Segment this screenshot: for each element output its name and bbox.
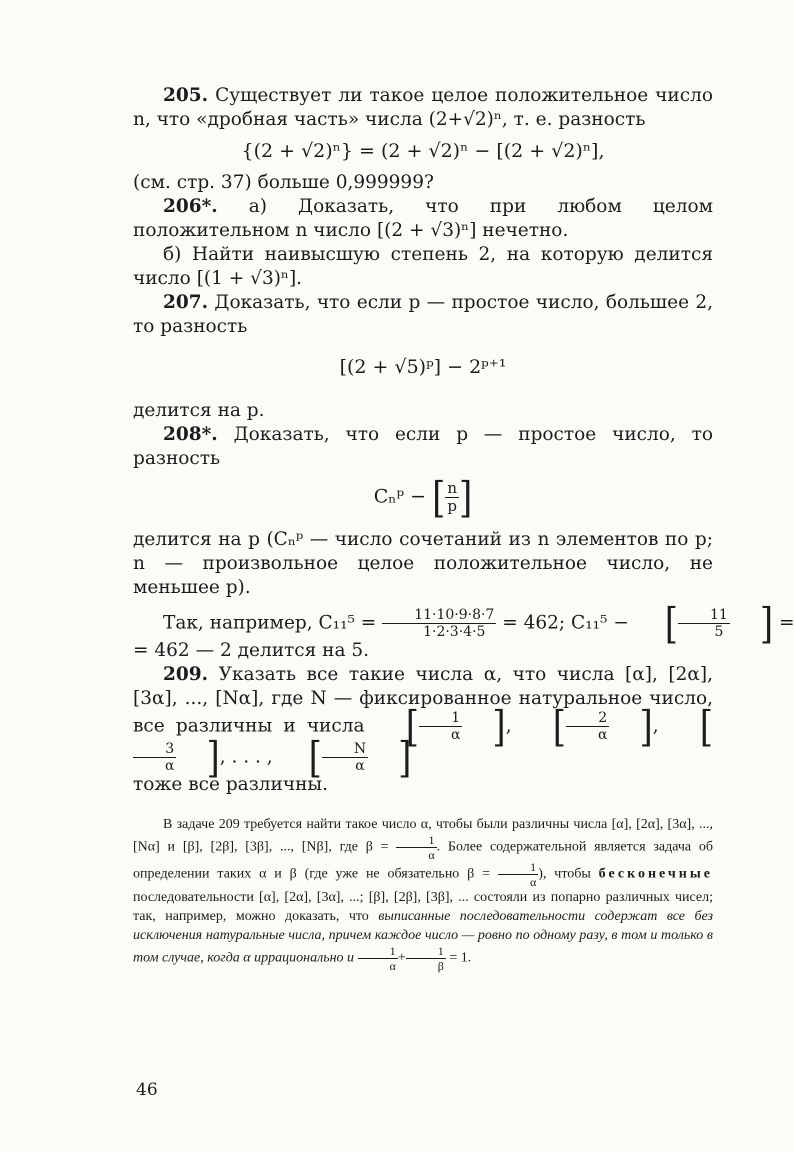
beta-fraction-2: [498, 861, 538, 888]
left-bracket: [: [664, 598, 678, 649]
final-numerator-2: 1: [406, 945, 446, 959]
n-over-alpha: [322, 742, 368, 773]
left-bracket: [: [699, 701, 714, 752]
problem-209: 209. Указать все такие числа α, что числа [α], [2α], [3α], ..., [Nα], где N — фиксированное натуральное число, все различны и числа [ $\frac{1}{\alpha}$ ], [ $\frac{2}{\alpha}$ ], [ $\frac{3}{\alpha}$ ], . . . , [ $\frac{N}{\alpha}$ ]: [133, 664, 714, 783]
problem-206: [133, 195, 713, 243]
problem-207: [133, 291, 713, 339]
beta-fraction: [396, 834, 436, 861]
numerator-2: 2: [566, 711, 609, 727]
left-bracket: [: [405, 701, 419, 752]
problem-208-example: [133, 598, 794, 649]
note-text-4: последовательности [α], [2α], [3α], ...; [β], [2β], [3β], ... состояли из попарно различных чисел; так, например, можно доказать, что: [133, 890, 713, 924]
example-mid: = 462; C₁₁⁵ −: [502, 612, 629, 634]
final-fraction-alpha: [358, 945, 398, 972]
example-start: Так, например, C₁₁⁵ =: [163, 612, 377, 634]
note-text-1: В задаче 209 требуется найти такое число α, чтобы были различны числа [α], [2α], [3α], ..., [Nα] и [β], [2β], [3β], ..., [Nβ], где β =: [133, 817, 713, 855]
beta-numerator: 1: [396, 834, 436, 848]
numerator-1: 1: [419, 711, 462, 727]
right-bracket: ]: [639, 701, 653, 752]
problem-207-text: Доказать, что если p — простое число, большее 2, то разность: [133, 292, 713, 337]
problem-205: [133, 84, 713, 132]
note-text-2: . Более содержательной является задача об определении таких α и β (где уже не обязательно β =: [133, 839, 713, 882]
denominator-alpha: α: [355, 758, 365, 774]
problem-207-number: 207.: [163, 292, 209, 313]
note-emphasis: бесконечные: [598, 866, 714, 882]
problem-206-part-a: а) Доказать, что при любом целом положительном n число [(2 + √3)ⁿ] нечетно.: [133, 196, 713, 241]
note-italic-statement: выписанные последовательности содержат все без исключения натуральные числа, причем каждое число — ровно по одному разу, в том и только в том случае, когда α иррационально и: [133, 909, 713, 966]
problem-208-formula-left: Cₙᵖ −: [373, 485, 427, 508]
beta-denominator: α: [428, 848, 435, 862]
three-over-alpha: [133, 742, 176, 773]
right-bracket: ]: [759, 598, 774, 649]
problem-208: [133, 423, 713, 471]
fraction-numerator: n: [447, 479, 458, 497]
problem-205-formula: {(2 + √2)ⁿ} = (2 + √2)ⁿ − [(2 + √2)ⁿ],: [241, 140, 605, 162]
left-bracket: [: [308, 732, 322, 783]
denominator-alpha: α: [165, 758, 175, 774]
problem-209-text: Указать все такие числа α, что числа [α], [2α], [3α], ..., [Nα], где N — фиксированное натуральное число, все различны и числа: [133, 664, 713, 737]
page-number: 46: [136, 1080, 158, 1100]
one-over-alpha: [419, 711, 462, 742]
problem-206-part-b: б) Найти наивысшую степень 2, на которую делится число [(1 + √3)ⁿ].: [133, 244, 713, 289]
denominator-alpha: α: [450, 727, 461, 743]
note-text-3: ), чтобы: [538, 866, 591, 882]
problem-207-after: делится на p.: [133, 400, 265, 421]
problem-205-text: Существует ли такое целое положительное число n, что «дробная часть» числа (2+√2)ⁿ, т. е. разность: [133, 85, 713, 130]
problem-208-example-line2: = 462 — 2 делится на 5.: [133, 640, 370, 661]
numerator-n: N: [322, 742, 368, 758]
note-paragraph: В задаче 209 требуется найти такое число α, чтобы были различны числа [α], [2α], [3α], ..., [Nα] и [β], [2β], [3β], ..., [Nβ], где β = $\frac{1}{\alpha}$ . Более содержательной является задача об определении таких α и β (где уже не обязательно β = $\frac{1}{\alpha}$ ), чтобы бесконечные последовательности [α], [2α], [3α], ...; [β], [2β], [3β], ... состояли из попарно различных чисел; так, например, можно доказать, что выписанные последовательности содержат все без исключения натуральные числа, причем каждое число — ровно по одному разу, в том и только в том случае, когда α иррационально и $\frac{1}{\alpha}$ + $\frac{1}{\beta}$ = 1.: [133, 817, 714, 973]
left-bracket: [: [432, 472, 446, 523]
bracket-numerator: 11: [678, 608, 730, 624]
problem-205-continuation: (см. стр. 37) больше 0,999999?: [133, 172, 434, 193]
problem-208-formula: [133, 472, 713, 523]
denominator-alpha: α: [597, 727, 608, 743]
beta-denominator: α: [529, 875, 537, 889]
problem-207-formula: [(2 + √5)ᵖ] − 2ᵖ⁺¹: [339, 356, 507, 378]
final-fraction-beta: [406, 945, 446, 972]
problem-208-number: 208*.: [163, 424, 218, 445]
problem-206-number: 206*.: [163, 196, 218, 217]
numerator-3: 3: [133, 742, 176, 758]
example-numerator: 11·10·9·8·7: [382, 608, 496, 624]
page-content: [133, 84, 794, 973]
two-over-alpha: [566, 711, 609, 742]
problem-209-after: тоже все различны.: [133, 774, 329, 795]
right-bracket: ]: [459, 472, 473, 523]
example-denominator: 1·2·3·4·5: [423, 624, 486, 640]
beta-numerator: 1: [498, 861, 538, 875]
right-bracket: ]: [398, 732, 412, 783]
problem-208-text: Доказать, что если p — простое число, то разность: [133, 424, 713, 469]
example-bracket-fraction: [678, 608, 730, 639]
bracket-denominator: 5: [714, 624, 724, 640]
note-final-equals: = 1.: [449, 950, 472, 966]
n-over-p-fraction: [445, 481, 459, 514]
final-numerator-1: 1: [358, 945, 398, 959]
final-denominator-alpha: α: [389, 959, 396, 973]
fraction-denominator: p: [447, 497, 457, 515]
example-end: =: [778, 612, 794, 634]
problem-208-after: делится на p (Cₙᵖ — число сочетаний из n элементов по p; n — произвольное целое положительное число, не меньшее p).: [133, 529, 713, 598]
ellipsis: , . . . ,: [219, 746, 273, 768]
final-denominator-beta: β: [437, 959, 444, 973]
footnote: [133, 815, 713, 972]
right-bracket: ]: [206, 732, 220, 783]
right-bracket: ]: [492, 701, 506, 752]
left-bracket: [: [552, 701, 566, 752]
example-fraction: [382, 608, 496, 639]
problem-205-number: 205.: [163, 85, 209, 106]
problem-209-number: 209.: [163, 664, 209, 685]
